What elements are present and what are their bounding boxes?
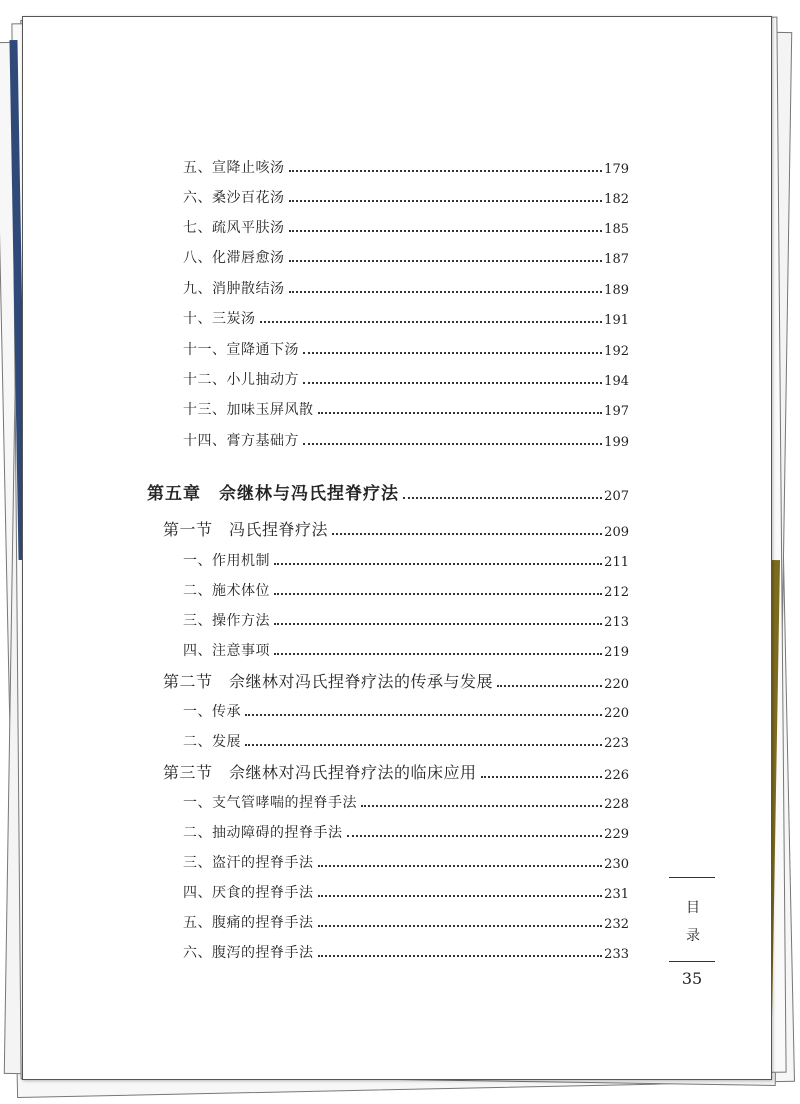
toc-entry-title: 十二、小儿抽动方 bbox=[183, 372, 299, 388]
table-of-contents bbox=[23, 17, 771, 1079]
toc-entry-page: 197 bbox=[604, 404, 629, 419]
toc-entry[interactable] bbox=[183, 701, 629, 721]
toc-entry-page: 219 bbox=[604, 645, 629, 660]
leader-dots bbox=[347, 835, 603, 837]
toc-entry[interactable] bbox=[183, 339, 629, 359]
toc-entry-title: 四、厌食的捏脊手法 bbox=[183, 885, 314, 901]
leader-dots bbox=[318, 955, 603, 957]
toc-entry-page: 220 bbox=[604, 706, 629, 721]
toc-entry-page: 220 bbox=[604, 677, 629, 692]
toc-entry-title: 十三、加味玉屏风散 bbox=[183, 402, 314, 418]
toc-section[interactable] bbox=[163, 517, 629, 540]
toc-entry-page: 231 bbox=[604, 887, 629, 902]
toc-entry-page: 233 bbox=[604, 947, 629, 962]
toc-entry-page: 212 bbox=[604, 585, 629, 600]
toc-entry[interactable] bbox=[183, 187, 629, 207]
toc-page bbox=[22, 16, 772, 1080]
leader-dots bbox=[274, 653, 602, 655]
toc-entry-title: 六、桑沙百花汤 bbox=[183, 190, 285, 206]
leader-dots bbox=[497, 685, 602, 687]
leader-dots bbox=[481, 776, 603, 778]
toc-entry-title: 十一、宣降通下汤 bbox=[183, 342, 299, 358]
toc-entry[interactable] bbox=[183, 278, 629, 298]
leader-dots bbox=[332, 533, 602, 535]
toc-entry-page: 194 bbox=[604, 374, 629, 389]
toc-entry-page: 213 bbox=[604, 615, 629, 630]
page-number: 35 bbox=[681, 969, 703, 988]
leader-dots bbox=[289, 170, 603, 172]
toc-entry[interactable] bbox=[183, 369, 629, 389]
toc-entry[interactable] bbox=[183, 942, 629, 962]
toc-entry[interactable] bbox=[183, 792, 629, 812]
toc-entry-page: 189 bbox=[604, 283, 629, 298]
leader-dots bbox=[245, 744, 602, 746]
leader-dots bbox=[403, 497, 602, 499]
toc-entry-title: 一、作用机制 bbox=[183, 553, 270, 569]
toc-entry-page: 232 bbox=[604, 917, 629, 932]
toc-entry-title: 三、操作方法 bbox=[183, 613, 270, 629]
leader-dots bbox=[289, 200, 603, 202]
toc-entry-title: 第五章 佘继林与冯氏捏脊疗法 bbox=[147, 484, 399, 504]
toc-entry-page: 229 bbox=[604, 827, 629, 842]
leader-dots bbox=[318, 412, 603, 414]
toc-entry-title: 三、盗汗的捏脊手法 bbox=[183, 855, 314, 871]
leader-dots bbox=[318, 925, 603, 927]
toc-entry[interactable] bbox=[183, 731, 629, 751]
toc-entry-title: 二、发展 bbox=[183, 734, 241, 750]
toc-entry-page: 179 bbox=[604, 162, 629, 177]
leader-dots bbox=[361, 805, 602, 807]
toc-entry[interactable] bbox=[183, 882, 629, 902]
toc-entry-title: 四、注意事项 bbox=[183, 643, 270, 659]
toc-entry[interactable] bbox=[183, 157, 629, 177]
toc-entry-page: 228 bbox=[604, 797, 629, 812]
sidebar-label-char: 录 bbox=[686, 928, 700, 944]
toc-entry-title: 八、化滞唇愈汤 bbox=[183, 250, 285, 266]
toc-entry[interactable] bbox=[183, 580, 629, 600]
leader-dots bbox=[274, 623, 602, 625]
toc-entry-page: 185 bbox=[604, 222, 629, 237]
leader-dots bbox=[274, 563, 602, 565]
leader-dots bbox=[303, 382, 602, 384]
toc-entry[interactable] bbox=[183, 550, 629, 570]
toc-entry[interactable] bbox=[183, 399, 629, 419]
toc-section[interactable] bbox=[163, 669, 629, 692]
toc-entry-title: 一、传承 bbox=[183, 704, 241, 720]
sidebar-divider bbox=[669, 961, 715, 962]
toc-entry[interactable] bbox=[183, 912, 629, 932]
leader-dots bbox=[303, 352, 602, 354]
toc-entry-title: 一、支气管哮喘的捏脊手法 bbox=[183, 795, 357, 811]
toc-entry[interactable] bbox=[183, 822, 629, 842]
toc-entry-title: 第三节 佘继林对冯氏捏脊疗法的临床应用 bbox=[163, 763, 477, 782]
leader-dots bbox=[318, 895, 603, 897]
leader-dots bbox=[245, 714, 602, 716]
toc-entry[interactable] bbox=[183, 430, 629, 450]
toc-entry-page: 230 bbox=[604, 857, 629, 872]
toc-entry[interactable] bbox=[183, 308, 629, 328]
leader-dots bbox=[289, 291, 603, 293]
toc-entry-title: 第二节 佘继林对冯氏捏脊疗法的传承与发展 bbox=[163, 672, 494, 691]
leader-dots bbox=[289, 230, 603, 232]
toc-entry-title: 五、腹痛的捏脊手法 bbox=[183, 915, 314, 931]
toc-entry-title: 五、宣降止咳汤 bbox=[183, 160, 285, 176]
toc-entry-title: 二、抽动障碍的捏脊手法 bbox=[183, 825, 343, 841]
leader-dots bbox=[274, 593, 602, 595]
toc-entry-page: 199 bbox=[604, 435, 629, 450]
toc-entry-title: 九、消肿散结汤 bbox=[183, 281, 285, 297]
toc-entry-page: 192 bbox=[604, 344, 629, 359]
toc-entry-page: 226 bbox=[604, 768, 629, 783]
toc-entry[interactable] bbox=[183, 610, 629, 630]
toc-entry[interactable] bbox=[183, 640, 629, 660]
leader-dots bbox=[318, 865, 603, 867]
toc-entry-page: 223 bbox=[604, 736, 629, 751]
sidebar-label-char: 目 bbox=[686, 900, 700, 916]
toc-chapter[interactable] bbox=[147, 479, 629, 504]
toc-entry[interactable] bbox=[183, 217, 629, 237]
toc-section[interactable] bbox=[163, 760, 629, 783]
toc-entry-page: 211 bbox=[604, 555, 629, 570]
toc-entry-page: 207 bbox=[604, 489, 629, 504]
toc-entry-page: 191 bbox=[604, 313, 629, 328]
toc-entry-title: 十四、膏方基础方 bbox=[183, 433, 299, 449]
toc-entry[interactable] bbox=[183, 247, 629, 267]
toc-entry-title: 六、腹泻的捏脊手法 bbox=[183, 945, 314, 961]
toc-entry[interactable] bbox=[183, 852, 629, 872]
sidebar-divider bbox=[669, 877, 715, 878]
toc-entry-page: 209 bbox=[604, 525, 629, 540]
toc-entry-page: 182 bbox=[604, 192, 629, 207]
leader-dots bbox=[289, 260, 603, 262]
toc-entry-page: 187 bbox=[604, 252, 629, 267]
toc-entry-title: 二、施术体位 bbox=[183, 583, 270, 599]
leader-dots bbox=[303, 443, 602, 445]
toc-entry-title: 七、疏风平肤汤 bbox=[183, 220, 285, 236]
leader-dots bbox=[260, 321, 603, 323]
toc-entry-title: 十、三炭汤 bbox=[183, 311, 256, 327]
toc-entry-title: 第一节 冯氏捏脊疗法 bbox=[163, 520, 329, 539]
